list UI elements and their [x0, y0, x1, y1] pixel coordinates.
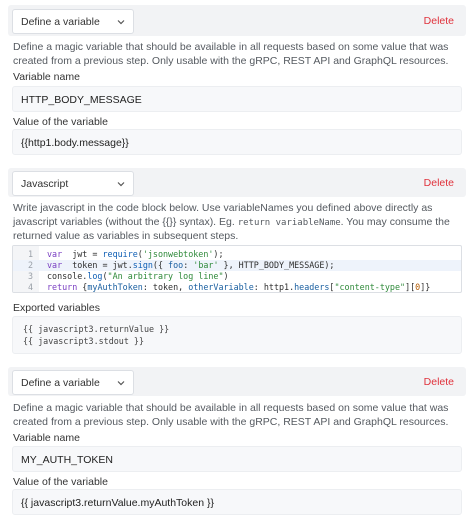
step-type-select-value: Javascript [21, 178, 69, 190]
code-editor[interactable] [12, 245, 462, 293]
code-content [47, 271, 229, 282]
variable-value-value: {{http1.body.message}} [21, 137, 129, 149]
code-content [47, 282, 430, 293]
chevron-down-icon [116, 378, 126, 388]
block-header [8, 168, 466, 197]
code-token: log [87, 271, 103, 281]
code-token: { [77, 282, 88, 292]
block-description [13, 202, 465, 244]
code-token: : [183, 260, 194, 270]
description-text-start: Write javascript in the code block below. Use variableNames you defined above directly as javascript variables (without the {{}} syntax). Eg. [13, 202, 433, 228]
line-number: 4 [27, 282, 33, 292]
delete-button[interactable]: Delete [423, 15, 454, 27]
variable-name-label: Variable name [13, 71, 80, 83]
code-token: ][ [405, 282, 416, 292]
line-number: 1 [27, 249, 33, 259]
code-token: sign [132, 260, 153, 270]
variable-value-value: {{ javascript3.returnValue.myAuthToken }} [21, 497, 215, 509]
variable-name-input[interactable] [12, 86, 462, 112]
delete-button[interactable]: Delete [423, 376, 454, 388]
code-line[interactable] [13, 249, 461, 260]
code-token: ) [223, 271, 229, 281]
step-type-select[interactable] [12, 171, 134, 196]
variable-value-label: Value of the variable [13, 476, 108, 488]
step-type-select[interactable] [12, 370, 134, 395]
delete-button[interactable]: Delete [423, 177, 454, 189]
variable-name-label: Variable name [13, 432, 80, 444]
code-token: [ [329, 282, 335, 292]
code-token: 'jsonwebtoken' [142, 249, 214, 259]
variable-value-input[interactable] [12, 129, 462, 155]
description-text-end: . You may consume the returned value as variables in subsequent steps. [13, 215, 450, 242]
exported-variables-label: Exported variables [13, 302, 100, 314]
code-token: ( [102, 271, 108, 281]
code-line[interactable] [13, 271, 461, 282]
code-token: token = jwt. [62, 260, 133, 270]
code-token: var [47, 260, 63, 270]
step-type-select[interactable] [12, 9, 134, 34]
code-token: ({ [152, 260, 169, 270]
variable-value-label: Value of the variable [13, 116, 108, 128]
variable-value-input[interactable] [12, 489, 462, 515]
code-line[interactable] [13, 282, 461, 293]
code-token: ( [137, 249, 143, 259]
code-token: otherVariable [188, 282, 254, 292]
exported-variable: {{ javascript3.stdout }} [23, 336, 145, 346]
step-type-select-value: Define a variable [21, 377, 100, 389]
block-description: Define a magic variable that should be available in all requests based on some value that was created from a previous step. Only usable with the gRPC, REST API and GraphQL resources. [13, 402, 449, 428]
javascript-block [8, 168, 466, 358]
code-line[interactable] [13, 260, 461, 271]
line-number: 3 [27, 271, 33, 281]
exported-variables-box [12, 316, 462, 354]
block-description: Define a magic variable that should be available in all requests based on some value that was created from a previous step. Only usable with the gRPC, REST API and GraphQL resources. [13, 41, 449, 67]
exported-variable: {{ javascript3.returnValue }} [23, 324, 170, 334]
code-token: console. [47, 271, 88, 281]
chevron-down-icon [116, 17, 126, 27]
code-content [47, 249, 224, 260]
block-header [8, 367, 466, 396]
define-variable-block-1 [8, 5, 466, 155]
variable-name-value: HTTP_BODY_MESSAGE [21, 94, 142, 106]
variable-name-value: MY_AUTH_TOKEN [21, 454, 113, 466]
code-token: ]} [420, 282, 431, 292]
code-token: ); [213, 249, 224, 259]
code-token: : token, [142, 282, 189, 292]
code-token: "An arbitrary log line" [107, 271, 224, 281]
step-type-select-value: Define a variable [21, 16, 100, 28]
variable-name-input[interactable] [12, 446, 462, 472]
description-inline-code: return variableName [237, 217, 341, 228]
chevron-down-icon [116, 179, 126, 189]
code-token: "content-type" [334, 282, 406, 292]
code-token: 0 [415, 282, 421, 292]
code-token: myAuthToken [87, 282, 143, 292]
code-token: headers [294, 282, 330, 292]
code-content [47, 260, 334, 271]
code-token: jwt = [62, 249, 103, 259]
block-header [8, 5, 466, 36]
code-token: 'bar' [193, 260, 219, 270]
code-token: }, HTTP_BODY_MESSAGE); [218, 260, 335, 270]
code-token: return [47, 282, 78, 292]
code-token: require [102, 249, 138, 259]
define-variable-block-2 [8, 367, 466, 527]
code-token: var [47, 249, 63, 259]
line-number: 2 [27, 260, 33, 270]
code-token: foo [168, 260, 184, 270]
code-token: : http1. [253, 282, 295, 292]
